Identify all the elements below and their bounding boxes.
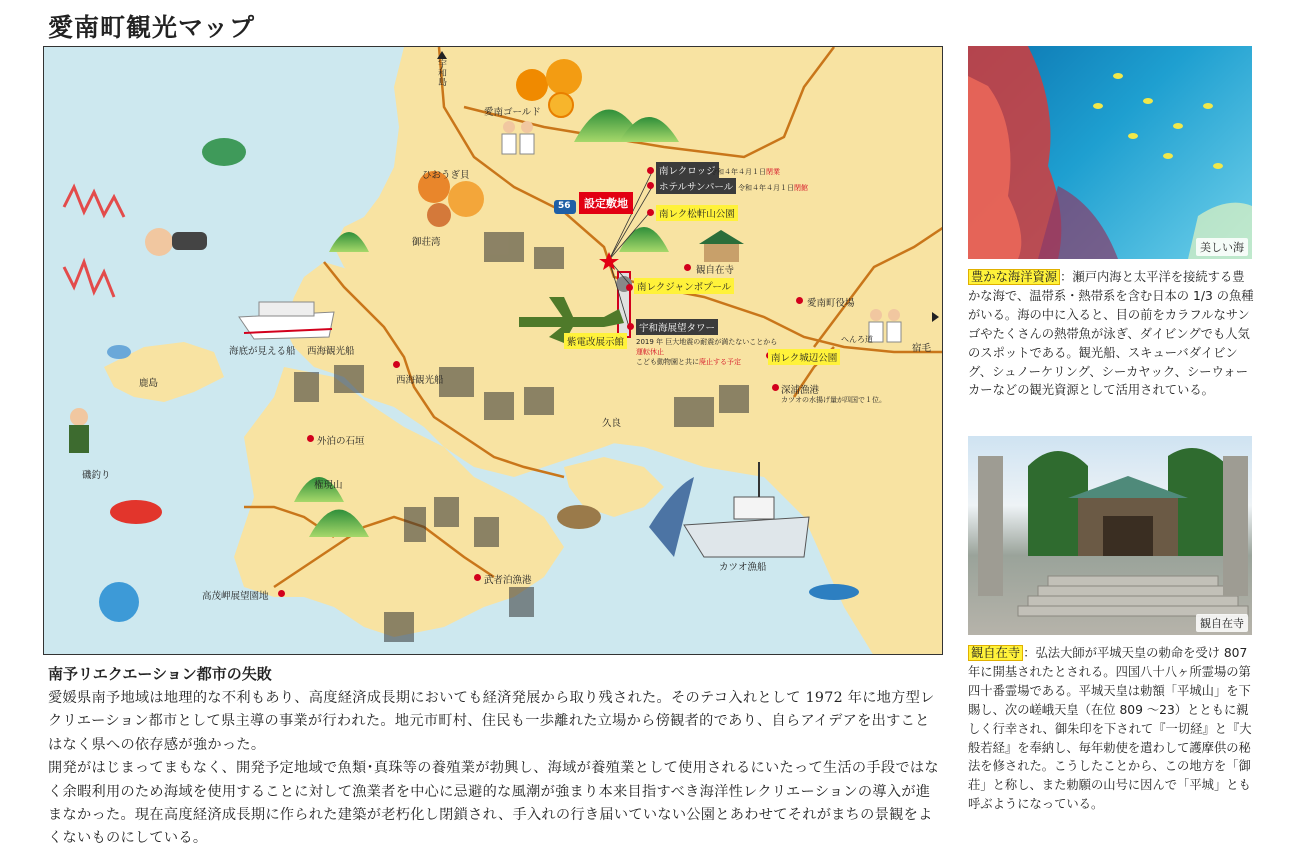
tag-lodge: 南レクロッジ bbox=[656, 162, 719, 178]
temple-photo bbox=[968, 436, 1252, 635]
label-gongenyama: 権現山 bbox=[314, 480, 343, 491]
sea-photo-art bbox=[968, 46, 1252, 259]
tag-matsuyama-park: 南レク松軒山公園 bbox=[656, 205, 738, 221]
sea-text: ：瀬戸内海と太平洋を接続する豊かな海で、温帯系・熱帯系を含む日本の 1/3 の魚種がいる。海の中に入ると、目の前をカラフルなサンゴやたくさんの熱帯魚が泳ぎ、ダイビングでも人気のスポットである。観光船、スキューバダイビング、シュノーケリング、シーカヤック、シーウォーカーなどの観光資源として活用されている。 bbox=[968, 270, 1254, 398]
label-nishiumi-boat: 西海観光船 bbox=[307, 346, 355, 357]
temple-description bbox=[968, 644, 1256, 814]
label-kaitei-boat: 海底が見える船 bbox=[229, 346, 296, 357]
temple-photo-art bbox=[968, 436, 1252, 635]
label-fukaura-port: 深浦漁港 bbox=[781, 385, 820, 396]
label-sotodomari: 外泊の石垣 bbox=[317, 436, 365, 447]
label-kura: 久良 bbox=[602, 418, 622, 429]
route-number: 56 bbox=[558, 201, 571, 211]
hotel-note: 令和４年４月１日閉館 bbox=[738, 184, 808, 192]
label-sukumo: 宿毛 bbox=[912, 343, 932, 354]
label-hiougi: ひおうぎ貝 bbox=[422, 170, 470, 181]
temple-photo-caption: 観自在寺 bbox=[1196, 614, 1248, 632]
label-town-office: 愛南町役場 bbox=[807, 298, 855, 309]
lodge-note: 令和４年４月１日閉業 bbox=[710, 168, 780, 176]
label-misho-bay: 御荘湾 bbox=[412, 237, 441, 248]
page-title: 愛南町観光マップ bbox=[48, 13, 256, 42]
site-tag: 設定敷地 bbox=[579, 192, 633, 214]
label-takamo: 高茂岬展望園地 bbox=[202, 591, 269, 602]
essay-paragraph-1: 愛媛県南予地域は地理的な不利もあり、高度経済成長期においても経済発展から取り残された。そのテコ入れとして 1972 年に地方型レクリエーション都市として県主導の事業が行われた。地元市町村、住民も一歩離れた立場から傍観者的であり、自らアイデアを出すことはなく県への依存感が強かった。 bbox=[48, 690, 935, 753]
label-mushadomari: 武者泊漁港 bbox=[484, 575, 532, 586]
label-henro: へんろ道 bbox=[841, 335, 873, 344]
tag-shiden: 紫電改展示館 bbox=[564, 333, 627, 349]
temple-highlight: 観自在寺 bbox=[968, 645, 1023, 661]
essay-heading: 南予リエクエーション都市の失敗 bbox=[48, 665, 272, 683]
label-kanjizai-ji: 観自在寺 bbox=[696, 265, 735, 276]
label-katsuo-boat: カツオ漁船 bbox=[719, 562, 767, 573]
essay-paragraph-2: 開発がはじまってまもなく、開発予定地域で魚類･真珠等の養殖業が勃興し、海域が養殖業として使用されるにいたって生活の手段ではなく余暇利用のため海域を使用することに対して漁業者を中心に忌避的な風潮が強まり本来目指すべき海洋性レクリエーションの導入が進まなかった。現在高度経済成長期に作られた建築が老朽化し閉鎖され、手入れの行き届いていない公園とあわせてそれがまちの景観をよくないものにしている。 bbox=[48, 760, 939, 847]
sea-description bbox=[968, 268, 1256, 400]
sea-highlight: 豊かな海洋資源 bbox=[968, 269, 1060, 285]
label-ainan-gold: 愛南ゴールド bbox=[484, 107, 541, 118]
label-fukaura-note: カツオの水揚げ量が四国で１位。 bbox=[781, 396, 886, 404]
label-uwajima: 宇和島 bbox=[436, 59, 446, 86]
label-kashima: 鹿島 bbox=[139, 378, 159, 389]
tag-tower: 宇和海展望タワー bbox=[636, 319, 718, 335]
sea-photo-caption: 美しい海 bbox=[1196, 238, 1248, 256]
tag-jumbo-pool: 南レクジャンボプール bbox=[634, 278, 734, 294]
tag-joen-park: 南レク城辺公園 bbox=[768, 349, 840, 365]
sea-photo bbox=[968, 46, 1252, 259]
tower-note-3: こども動物園と共に廃止する予定 bbox=[636, 358, 741, 366]
label-iso-fishing: 磯釣り bbox=[82, 470, 111, 481]
label-nishiumi-boat-2: 西海観光船 bbox=[396, 375, 444, 386]
tag-hotel: ホテルサンパール bbox=[656, 178, 736, 194]
temple-text: ：弘法大師が平城天皇の勅命を受け 807 年に開基されたとされる。四国八十八ヶ所霊場の第四十番霊場である。平城天皇は勅額「平城山」を下賜し、次の嵯峨天皇（在位 809 ～23）とともに親しく行幸され、御朱印を下されて『一切経』と『大般若経』を奉納し、毎年勅使を遣わして護摩供の秘法を修された。こうしたことから、この地方を「御荘」と称し、また勅願の山号に因んで「平城」とも呼ぶようになっている。 bbox=[968, 646, 1252, 812]
tourist-map bbox=[43, 46, 943, 655]
essay-section bbox=[48, 663, 940, 851]
tower-note-1: 2019 年 巨大地震の耐震が満たないことから bbox=[636, 338, 778, 346]
tower-note-2: 運転休止 bbox=[636, 348, 664, 356]
